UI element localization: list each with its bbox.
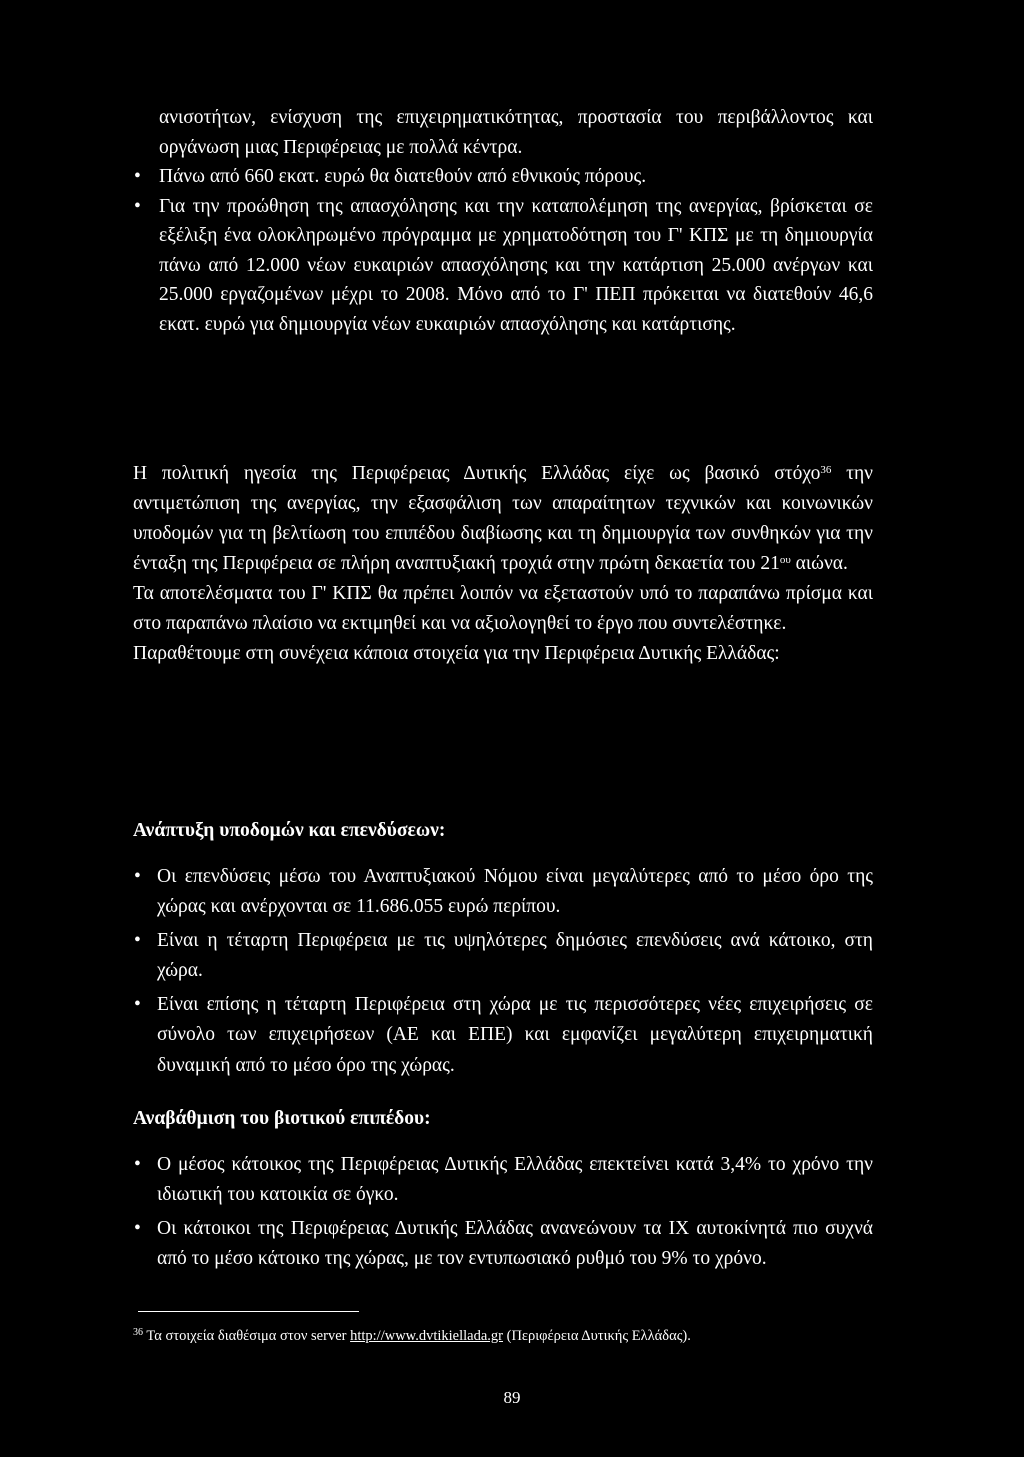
- list-item: [133, 990, 873, 1082]
- main-text: [133, 459, 873, 669]
- bullet-icon: •: [134, 993, 141, 1015]
- paragraph-results: Τα αποτελέσματα του Γ' ΚΠΣ θα πρέπει λοιπόν να εξεταστούν υπό το παραπάνω πρίσμα και στο παραπάνω πλαίσιο να εκτιμηθεί και να αξιολογηθεί το έργο που συντελέστηκε.: [133, 583, 873, 634]
- section-living-standard: [133, 1104, 873, 1278]
- footnote-text: (Περιφέρεια Δυτικής Ελλάδας).: [503, 1328, 691, 1344]
- list-item: [133, 162, 873, 192]
- bullet-list: [133, 862, 873, 1082]
- footnote-divider: [138, 1311, 359, 1312]
- bullet-icon: •: [134, 1217, 141, 1239]
- bullet-list: [133, 1150, 873, 1275]
- paragraph-intro: Παραθέτουμε στη συνέχεια κάποια στοιχεία για την Περιφέρεια Δυτικής Ελλάδας:: [133, 643, 780, 664]
- list-item: [133, 1150, 873, 1211]
- list-item-text: Είναι επίσης η τέταρτη Περιφέρεια στη χώρα με τις περισσότερες νέες επιχειρήσεις σε σύνολο των επιχειρήσεων (ΑΕ και ΕΠΕ) και εμφανίζει μεγαλύτερη επιχειρηματική δυναμική από το μέσο όρο της χώρας.: [157, 993, 873, 1076]
- section-heading: Αναβάθμιση του βιοτικού επιπέδου:: [133, 1108, 431, 1129]
- list-item: [133, 1214, 873, 1275]
- paragraph-text: την αντιμετώπιση της ανεργίας, την εξασφάλιση των απαραίτητων τεχνικών και κοινωνικών υποδομών για τη βελτίωση του επιπέδου διαβίωσης και τη δημιουργία των συνθηκών για την ένταξη της Περιφέρεια σε πλήρη αναπτυξιακή τροχιά στην πρώτη δεκαετία του 21: [133, 463, 873, 574]
- bullet-icon: •: [134, 1153, 141, 1175]
- footnote-text: Τα στοιχεία διαθέσιμα στον server: [143, 1328, 351, 1344]
- bullet-icon: •: [134, 166, 141, 187]
- paragraph-text: αιώνα.: [790, 553, 848, 574]
- list-item-text: Για την προώθηση της απασχόλησης και την καταπολέμηση της ανεργίας, βρίσκεται σε εξέλιξη ένα ολοκληρωμένο πρόγραμμα με χρηματοδότηση του Γ' ΚΠΣ με τη δημιουργία πάνω από 12.000 νέων ευκαιριών απασχόλησης και την κατάρτιση 25.000 ανέργων και 25.000 εργαζομένων μέχρι το 2008. Μόνο από το Γ' ΠΕΠ πρόκειται να διατεθούν 46,6 εκατ. ευρώ για δημιουργία νέων ευκαιριών απασχόλησης και κατάρτισης.: [159, 195, 873, 335]
- list-item-text: Ο μέσος κάτοικος της Περιφέρειας Δυτικής Ελλάδας επεκτείνει κατά 3,4% το χρόνο την ιδιωτική του κατοικία σε όγκο.: [157, 1153, 873, 1205]
- continued-bullet-text: ανισοτήτων, ενίσχυση της επιχειρηματικότητας, προστασία του περιβάλλοντος και οργάνωση μιας Περιφέρειας με πολλά κέντρα.: [159, 107, 873, 158]
- list-item: [133, 192, 873, 340]
- footnote-ref: 36: [820, 464, 832, 476]
- list-item-text: Πάνω από 660 εκατ. ευρώ θα διατεθούν από εθνικούς πόρους.: [159, 166, 647, 187]
- bullet-icon: •: [134, 929, 141, 951]
- list-item-text: Είναι η τέταρτη Περιφέρεια με τις υψηλότερες δημόσιες επενδύσεις ανά κάτοικο, στη χώρα.: [157, 929, 873, 981]
- list-item: [133, 926, 873, 987]
- list-item: [133, 862, 873, 923]
- footnote-number: 36: [133, 1327, 143, 1338]
- paragraph-policy: [133, 459, 873, 579]
- page-number: 89: [503, 1388, 521, 1407]
- list-item-text: Οι επενδύσεις μέσω του Αναπτυξιακού Νόμου είναι μεγαλύτερες από το μέσο όρο της χώρας και ανέρχονται σε 11.686.055 ευρώ περίπου.: [157, 865, 873, 917]
- footnote-link[interactable]: http://www.dvtikiellada.gr: [350, 1328, 503, 1344]
- list-item-text: Οι κάτοικοι της Περιφέρειας Δυτικής Ελλάδας ανανεώνουν τα ΙΧ αυτοκίνητά πιο συχνά από το μέσο κάτοικο της χώρας, με τον εντυπωσιακό ρυθμό του 9% το χρόνο.: [157, 1217, 873, 1269]
- ordinal-suffix: ου: [779, 554, 791, 566]
- bullet-icon: •: [134, 865, 141, 887]
- bullet-icon: •: [134, 195, 141, 217]
- section-infrastructure: [133, 816, 873, 1084]
- top-bullet-block: [133, 103, 873, 339]
- footnote: [133, 1327, 691, 1345]
- paragraph-text: Η πολιτική ηγεσία της Περιφέρειας Δυτικής Ελλάδας είχε ως βασικό στόχο: [133, 463, 821, 484]
- section-heading: Ανάπτυξη υποδομών και επενδύσεων:: [133, 820, 446, 841]
